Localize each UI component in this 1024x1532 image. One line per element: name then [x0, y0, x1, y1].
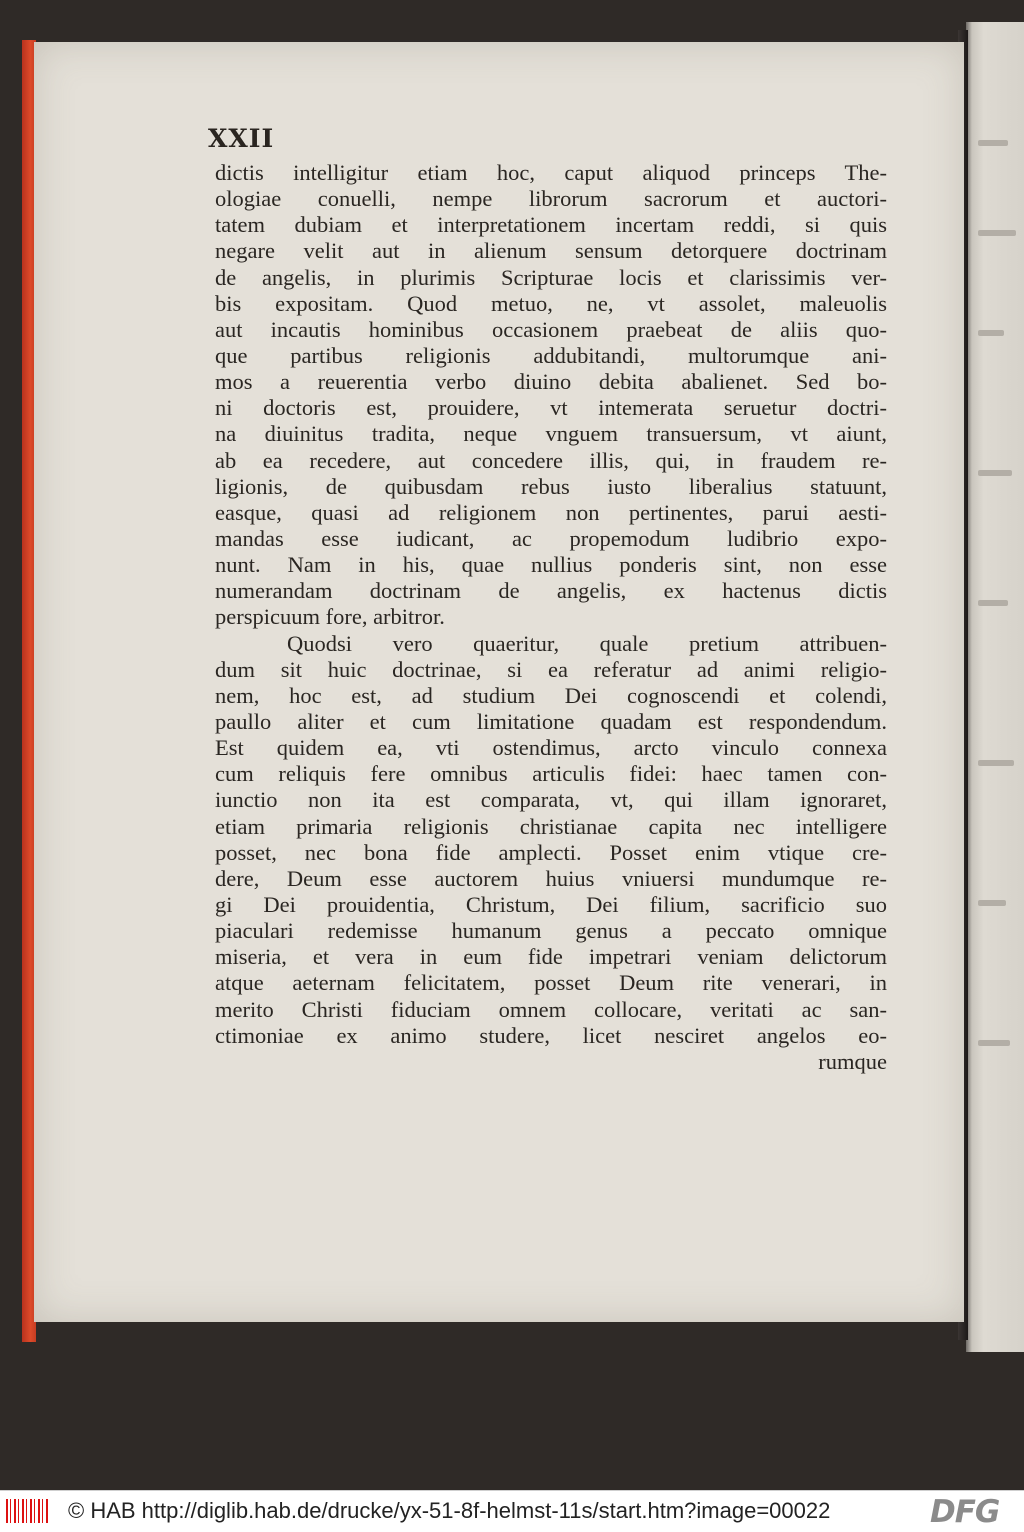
text-line: dictis intelligitur etiam hoc, caput aliquod princeps The-	[215, 160, 887, 185]
page-text	[215, 160, 887, 1075]
next-page-edge	[966, 22, 1024, 1352]
text-line: negare velit aut in alienum sensum detorquere doctrinam	[215, 238, 887, 264]
text-line: tatem dubiam et interpretationem incertam reddi, si quis	[215, 212, 887, 238]
text-line: mos a reuerentia verbo diuino debita abalienet. Sed bo-	[215, 369, 887, 395]
source-url[interactable]: © HAB http://diglib.hab.de/drucke/yx-51-8f-helmst-11s/start.htm?image=00022	[68, 1498, 831, 1523]
text-line: merito Christi fiduciam omnem collocare, veritati ac san-	[215, 996, 887, 1022]
text-line: na diuinitus tradita, neque vnguem transuersum, vt aiunt,	[215, 421, 887, 447]
bleed-through-line	[978, 330, 1004, 336]
text-line: gi Dei prouidentia, Christum, Dei filium, sacrificio suo	[215, 891, 887, 917]
text-line: mandas esse iudicant, ac propemodum ludibrio expo-	[215, 525, 887, 551]
text-line: etiam primaria religionis christianae capita nec intelligere	[215, 813, 887, 839]
text-line: paullo aliter et cum limitatione quadam est respondendum.	[215, 708, 887, 734]
text-line: perspicuum fore, arbitror.	[215, 604, 445, 630]
text-line: atque aeternam felicitatem, posset Deum rite venerari, in	[215, 970, 887, 996]
viewer-footer	[0, 1490, 1024, 1532]
text-line: ctimoniae ex animo studere, licet nesciret angelos eo-	[215, 1022, 887, 1048]
bleed-through-line	[978, 1040, 1010, 1046]
text-line: posset, nec bona fide amplecti. Posset enim vtique cre-	[215, 839, 887, 865]
text-line: ligionis, de quibusdam rebus iusto liberalius statuunt,	[215, 473, 887, 499]
bleed-through-line	[978, 230, 1016, 236]
text-line: aut incautis hominibus occasionem praebeat de aliis quo-	[215, 316, 887, 342]
text-line: ab ea recedere, aut concedere illis, qui, in fraudem re-	[215, 447, 887, 473]
text-line: iunctio non ita est comparata, vt, qui illam ignoraret,	[215, 787, 887, 813]
text-line: numerandam doctrinam de angelis, ex hactenus dictis	[215, 578, 887, 604]
text-line: nem, hoc est, ad studium Dei cognoscendi et colendi,	[215, 682, 887, 708]
bleed-through-line	[978, 140, 1008, 146]
text-line: que partibus religionis addubitandi, multorumque ani-	[215, 342, 887, 368]
text-line: ni doctoris est, prouidere, vt intemerata seruetur doctri-	[215, 395, 887, 421]
page-number: XXII	[208, 124, 275, 153]
bleed-through-line	[978, 470, 1012, 476]
barcode-icon	[6, 1499, 48, 1523]
dfg-logo: DFG	[930, 1494, 1000, 1530]
text-line: nunt. Nam in his, quae nullius ponderis sint, non esse	[215, 552, 887, 578]
text-line: dere, Deum esse auctorem huius vniuersi mundumque re-	[215, 865, 887, 891]
text-line: Est quidem ea, vti ostendimus, arcto vinculo connexa	[215, 735, 887, 761]
text-line: easque, quasi ad religionem non pertinentes, parui aesti-	[215, 499, 887, 525]
bleed-through-line	[978, 900, 1006, 906]
text-line: de angelis, in plurimis Scripturae locis et clarissimis ver-	[215, 264, 887, 290]
text-line: piaculari redemisse humanum genus a peccato omnique	[215, 918, 887, 944]
text-line: cum reliquis fere omnibus articulis fidei: haec tamen con-	[215, 761, 887, 787]
text-line: miseria, et vera in eum fide impetrari veniam delictorum	[215, 944, 887, 970]
text-line: Quodsi vero quaeritur, quale pretium attribuen-	[287, 630, 887, 656]
catchword: rumque	[818, 1048, 887, 1074]
text-line: ologiae conuelli, nempe librorum sacrorum et auctori-	[215, 186, 887, 212]
text-line: dum sit huic doctrinae, si ea referatur ad animi religio-	[215, 656, 887, 682]
bleed-through-line	[978, 760, 1014, 766]
text-line: bis expositam. Quod metuo, ne, vt assolet, maleuolis	[215, 290, 887, 316]
bleed-through-line	[978, 600, 1008, 606]
